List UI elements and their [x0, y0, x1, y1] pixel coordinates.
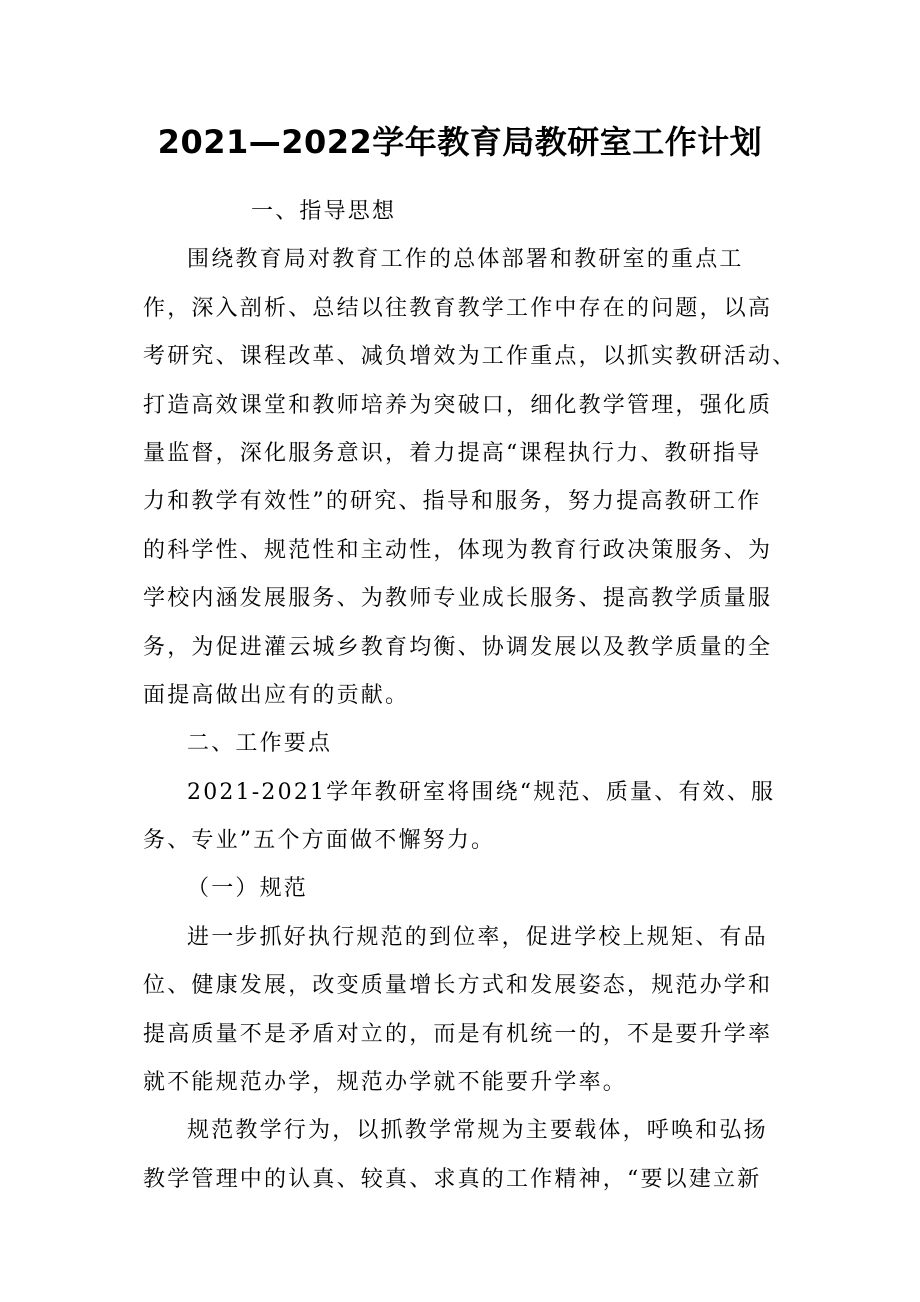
section-heading-guiding-ideology: 一、指导思想 [251, 199, 397, 224]
section-heading-work-points: 二、工作要点 [187, 731, 333, 757]
paragraph-line: 进一步抓好执行规范的到位率，促进学校上规矩、有品 [187, 924, 768, 950]
paragraph-line: 力和教学有效性”的研究、指导和服务，努力提高教研工作 [143, 489, 762, 515]
paragraph-line: 考研究、课程改革、减负增效为工作重点，以抓实教研活动、 [143, 344, 797, 370]
subsection-heading-standards: （一）规范 [187, 876, 309, 902]
paragraph-line: 位、健康发展，改变质量增长方式和发展姿态，规范办学和 [143, 973, 773, 999]
paragraph-line: 打造高效课堂和教师培养为突破口，细化教学管理，强化质 [143, 392, 773, 418]
paragraph-line: 规范教学行为，以抓教学常规为主要载体，呼唤和弘扬 [187, 1118, 768, 1144]
paragraph-line: 务、专业”五个方面做不懈努力。 [143, 828, 496, 854]
paragraph-line: 围绕教育局对教育工作的总体部署和教研室的重点工 [187, 247, 744, 273]
paragraph-line: 量监督，深化服务意识，着力提高“课程执行力、教研指导 [143, 440, 762, 466]
paragraph-line: 学校内涵发展服务、为教师专业成长服务、提高教学质量服 [143, 586, 773, 612]
paragraph-line: 2021-2021学年教研室将围绕“规范、质量、有效、服 [187, 779, 776, 805]
paragraph-line: 的科学性、规范性和主动性，体现为教育行政决策服务、为 [143, 537, 773, 563]
paragraph-line: 提高质量不是矛盾对立的，而是有机统一的，不是要升学率 [143, 1021, 773, 1047]
paragraph-line: 面提高做出应有的贡献。 [143, 682, 410, 708]
paragraph-line: 就不能规范办学，规范办学就不能要升学率。 [143, 1070, 628, 1096]
paragraph-line: 务，为促进灌云城乡教育均衡、协调发展以及教学质量的全 [143, 634, 773, 660]
paragraph-line: 作，深入剖析、总结以往教育教学工作中存在的问题，以高 [143, 295, 773, 321]
paragraph-line: 教学管理中的认真、较真、求真的工作精神，“要以建立新 [143, 1166, 762, 1192]
document-title: 2021—2022学年教育局教研室工作计划 [157, 123, 763, 161]
document-body [143, 188, 797, 1204]
